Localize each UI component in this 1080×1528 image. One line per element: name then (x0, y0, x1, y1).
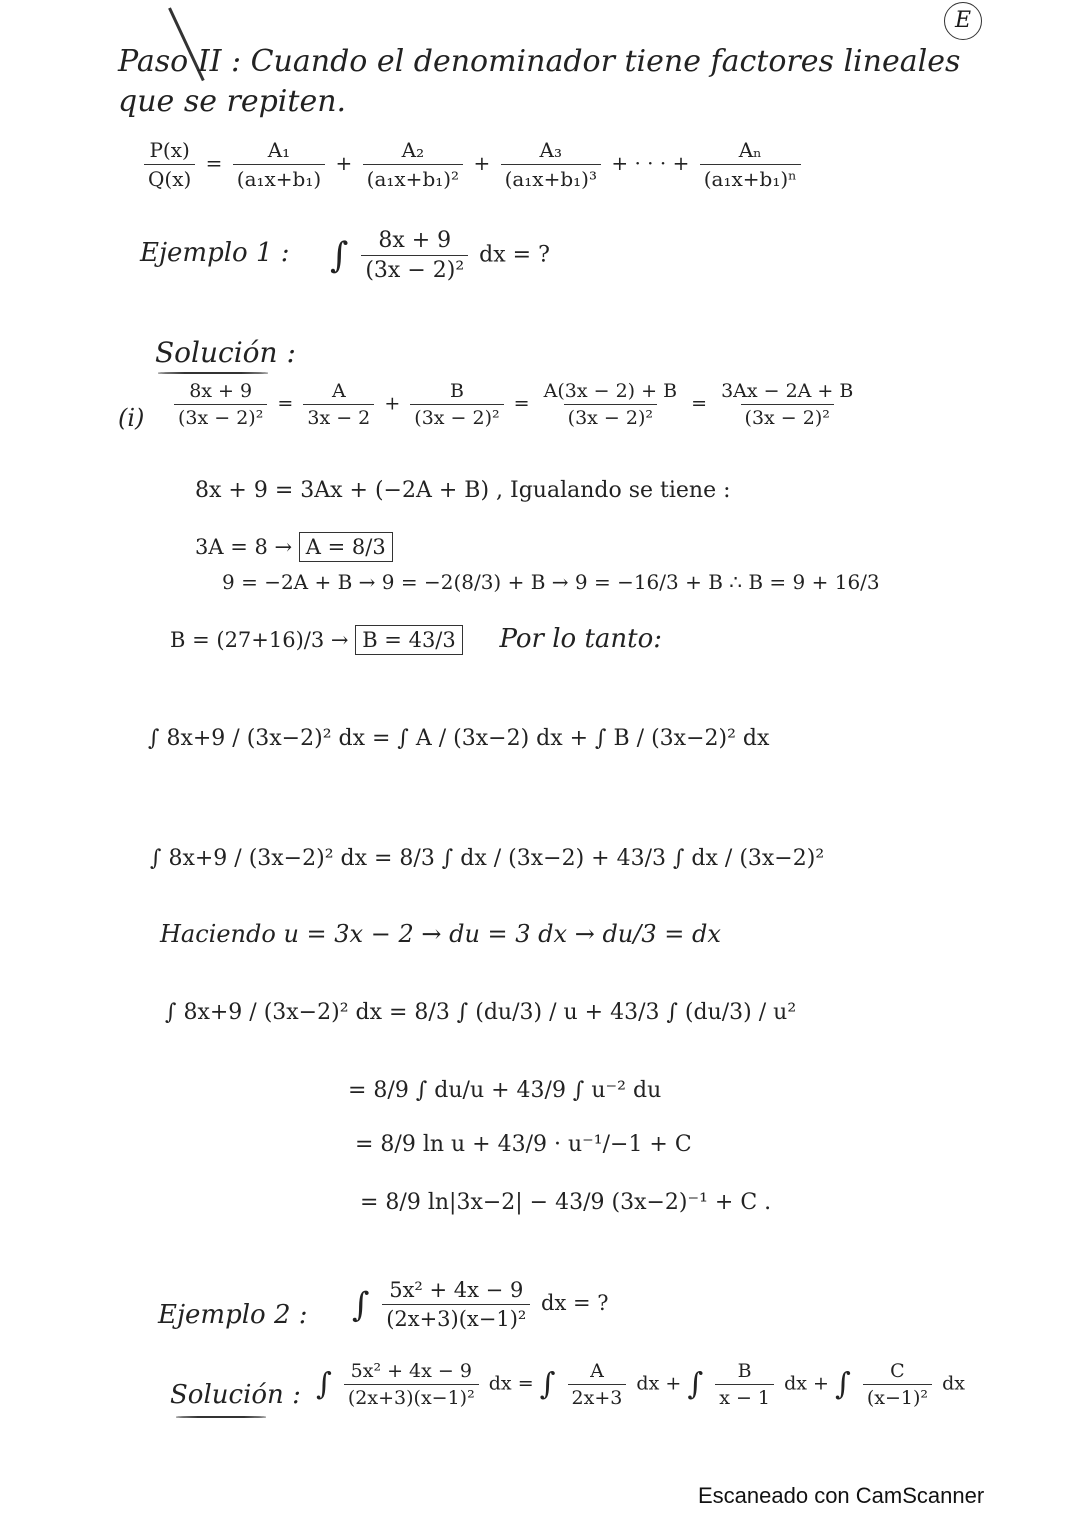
therefore-text: Por lo tanto: (499, 624, 663, 654)
sol2-dx-1: dx (488, 1372, 512, 1395)
sol2-lhs-den: (2x+3)(x−1)² (344, 1384, 479, 1409)
formula-dots: + · · · + (611, 151, 690, 175)
example1-den: (3x − 2)² (361, 255, 468, 283)
example2-num: 5x² + 4x − 9 (389, 1278, 524, 1302)
page-corner-label: E (944, 2, 982, 40)
section-title: Paso II : Cuando el denominador tiene factores lineales (118, 44, 961, 79)
eq1-a-den: 3x − 2 (303, 404, 374, 429)
example2-decomposition: ∫ $\frac{\text{5x² + 4x − 9}}{\text{(2x+3)(x−1)²}}$ dx = ∫ $\frac{A}{2x+3}$ dx + ∫ $\frac{B}{x - 1}$ dx + ∫ $\frac{C}{\text{(x−1)²}}$ dx (316, 1360, 965, 1409)
integral-substituted: ∫ 8x+9 / (3x−2)² dx = 8/3 ∫ (du/3) / u + 43/3 ∫ (du/3) / u² (165, 1000, 797, 1025)
formula-tn-den: (a₁x+b₁)ⁿ (700, 164, 801, 191)
sol2-dx-2: dx (636, 1372, 660, 1395)
formula-lhs-num: P(x) (149, 138, 190, 162)
eq1-lhs-num: 8x + 9 (189, 380, 253, 402)
solution2-label: Solución : (170, 1380, 301, 1410)
general-formula: $\frac{P(x)}{Q(x)}$ = $\frac{\text{A₁}}{\text{(a₁x+b₁)}}$ + $\frac{\text{A₂}}{\text{(a₁x+b₁)²}}$ + $\frac{\text{A₃}}{\text{(a₁x+b₁)³}}$ + · · · + $\frac{\text{Aₙ}}{\text{(a₁x+b₁)ⁿ}}$ (140, 138, 805, 191)
substitution-line: Haciendo u = 3x − 2 → du = 3 dx → du/3 = dx (160, 920, 721, 948)
eq1-b-den: (3x − 2)² (410, 404, 503, 429)
eq1-d-den: (3x − 2)² (741, 404, 834, 429)
coefficient-a-line (195, 532, 393, 562)
sol2-b-den: x − 1 (715, 1384, 774, 1409)
eq1-c-num: A(3x − 2) + B (543, 380, 678, 402)
eq1-b-num: B (449, 380, 464, 402)
formula-t1-num: A₁ (267, 138, 291, 162)
eq1-lhs-den: (3x − 2)² (174, 404, 267, 429)
integral-simplified: = 8/9 ∫ du/u + 43/9 ∫ u⁻² du (348, 1078, 662, 1103)
coefficient-b-line: 9 = −2A + B → 9 = −2(8/3) + B → 9 = −16/3 + B ∴ B = 9 + 16/3 (222, 570, 880, 594)
sol2-a-num: A (590, 1360, 604, 1382)
sol2-a-den: 2x+3 (568, 1384, 627, 1409)
eq1-a-num: A (331, 380, 346, 402)
example1-num: 8x + 9 (378, 228, 452, 253)
partial-fraction-eq: $\frac{8x + 9}{\text{(3x − 2)²}}$ = $\frac{A}{3x - 2}$ + $\frac{B}{\text{(3x − 2)²}}$ = $\frac{A(3x - 2) + B}{\text{(3x − 2)²}}$ = $\frac{3Ax - 2A + B}{\text{(3x − 2)²}}$ (170, 380, 861, 429)
integral-final-result: = 8/9 ln|3x−2| − 43/9 (3x−2)⁻¹ + C . (360, 1190, 772, 1215)
eq1-d-num: 3Ax − 2A + B (721, 380, 854, 402)
formula-t2-num: A₂ (401, 138, 425, 162)
sol2-dx-3: dx (784, 1372, 807, 1395)
example1-tail: dx = ? (479, 242, 550, 268)
eq1-c-den: (3x − 2)² (564, 404, 657, 429)
integral-constants: ∫ 8x+9 / (3x−2)² dx = 8/3 ∫ dx / (3x−2) + 43/3 ∫ dx / (3x−2)² (150, 846, 825, 871)
example2-den: (2x+3)(x−1)² (382, 1304, 530, 1331)
b-value-eq: B = (27+16)/3 → (170, 628, 349, 652)
formula-t1-den: (a₁x+b₁) (233, 164, 325, 191)
sol2-lhs-num: 5x² + 4x − 9 (350, 1360, 472, 1382)
sol2-c-den: (x−1)² (863, 1384, 932, 1409)
step-i-label: (i) (118, 404, 145, 432)
formula-tn-num: Aₙ (738, 138, 762, 162)
section-title-cont: que se repiten. (118, 84, 347, 119)
equate-line: 8x + 9 = 3Ax + (−2A + B) , Igualando se tiene : (195, 478, 731, 503)
solution2-underline (176, 1416, 266, 1418)
formula-t3-den: (a₁x+b₁)³ (501, 164, 601, 191)
example2-tail: dx = ? (541, 1291, 609, 1315)
integral-split: ∫ 8x+9 / (3x−2)² dx = ∫ A / (3x−2) dx + ∫ B / (3x−2)² dx (148, 726, 770, 751)
example2-label: Ejemplo 2 : (158, 1300, 308, 1330)
solution1-label: Solución : (155, 336, 296, 369)
solution1-underline (158, 372, 268, 374)
example1-integral: ∫ $\frac{8x + 9}{\text{(3x − 2)²}}$ dx = ? (330, 228, 550, 283)
formula-lhs-den: Q(x) (144, 164, 195, 191)
sol2-dx-4: dx (942, 1372, 965, 1395)
boxed-b-value: B = 43/3 (355, 625, 463, 655)
sol2-b-num: B (737, 1360, 752, 1382)
boxed-a-value: A = 8/3 (299, 532, 393, 562)
example1-label: Ejemplo 1 : (140, 238, 290, 268)
formula-t2-den: (a₁x+b₁)² (363, 164, 463, 191)
example2-integral: ∫ $\frac{\text{5x² + 4x − 9}}{\text{(2x+3)(x−1)²}}$ dx = ? (352, 1278, 609, 1331)
camscanner-watermark: Escaneado con CamScanner (698, 1483, 985, 1508)
coefficient-a-eq: 3A = 8 → (195, 535, 293, 559)
integral-evaluated: = 8/9 ln u + 43/9 · u⁻¹/−1 + C (355, 1132, 692, 1157)
sol2-c-num: C (890, 1360, 905, 1382)
b-value-line (170, 624, 662, 655)
formula-t3-num: A₃ (539, 138, 562, 162)
